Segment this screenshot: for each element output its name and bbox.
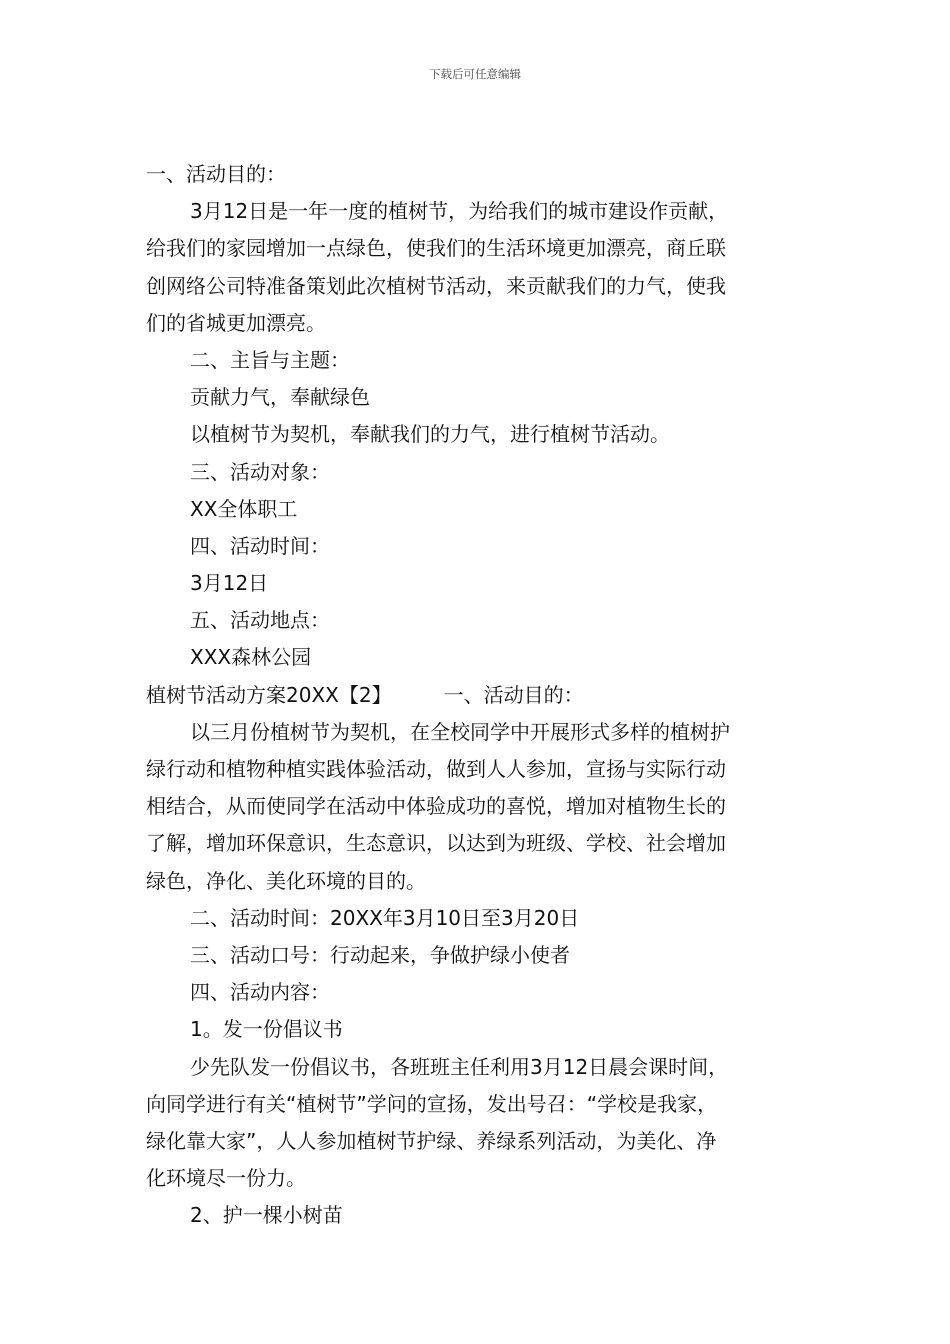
plan-title: 植树节活动方案20XX【2】	[146, 682, 392, 707]
section-heading: 一、活动目的：	[443, 682, 584, 707]
paragraph-line: 3月12日是一年一度的植树节，为给我们的城市建设作贡献，	[190, 199, 729, 224]
paragraph-line: 相结合，从而使同学在活动中体验成功的喜悦，增加对植物生长的	[146, 794, 726, 819]
section-heading: 四、活动内容：	[190, 980, 330, 1005]
paragraph-line: 们的省城更加漂亮。	[146, 310, 326, 335]
section-heading: 二、主旨与主题：	[190, 347, 350, 372]
paragraph-line: 绿色，净化、美化环境的目的。	[146, 868, 426, 893]
list-item-heading: 2、护一棵小树苗	[190, 1203, 343, 1228]
paragraph-line: 贡献力气，奉献绿色	[190, 385, 370, 410]
paragraph-line: 以植树节为契机，奉献我们的力气，进行植树节活动。	[190, 422, 670, 447]
paragraph-line: 绿行动和植物种植实践体验活动，做到人人参加，宣扬与实际行动	[146, 757, 726, 781]
document-body	[146, 156, 806, 1234]
section-heading: 三、活动对象：	[190, 459, 330, 484]
plan-title-row	[146, 677, 806, 714]
section-heading: 一、活动目的：	[146, 162, 286, 186]
paragraph-line: XX全体职工	[190, 496, 298, 521]
section-heading: 二、活动时间：20XX年3月10日至3月20日	[190, 905, 580, 930]
paragraph-line: 给我们的家园增加一点绿色，使我们的生活环境更加漂亮，商丘联	[146, 236, 726, 261]
paragraph-line: 3月12日	[190, 571, 269, 596]
section-heading: 三、活动口号：行动起来，争做护绿小使者	[190, 942, 570, 967]
paragraph-line: 了解，增加环保意识，生态意识，以达到为班级、学校、社会增加	[146, 831, 726, 856]
paragraph-line: 以三月份植树节为契机，在全校同学中开展形式多样的植树护	[190, 719, 730, 744]
paragraph-line: 少先队发一份倡议书，各班班主任利用3月12日晨会课时间，	[190, 1054, 729, 1079]
paragraph-line: 绿化靠大家”，人人参加植树节护绿、养绿系列活动，为美化、净	[146, 1128, 717, 1153]
section-heading: 四、活动时间：	[190, 533, 330, 558]
paragraph-line: 创网络公司特准备策划此次植树节活动，来贡献我们的力气，使我	[146, 273, 726, 298]
page-header: 下载后可任意编辑	[429, 67, 521, 81]
paragraph-line: 化环境尽一份力。	[146, 1166, 306, 1191]
paragraph-line: XXX森林公园	[190, 645, 312, 670]
list-item-heading: 1。发一份倡议书	[190, 1017, 343, 1042]
section-heading: 五、活动地点：	[190, 608, 330, 633]
paragraph-line: 向同学进行有关“植树节”学问的宣扬，发出号召：“学校是我家，	[146, 1091, 718, 1116]
